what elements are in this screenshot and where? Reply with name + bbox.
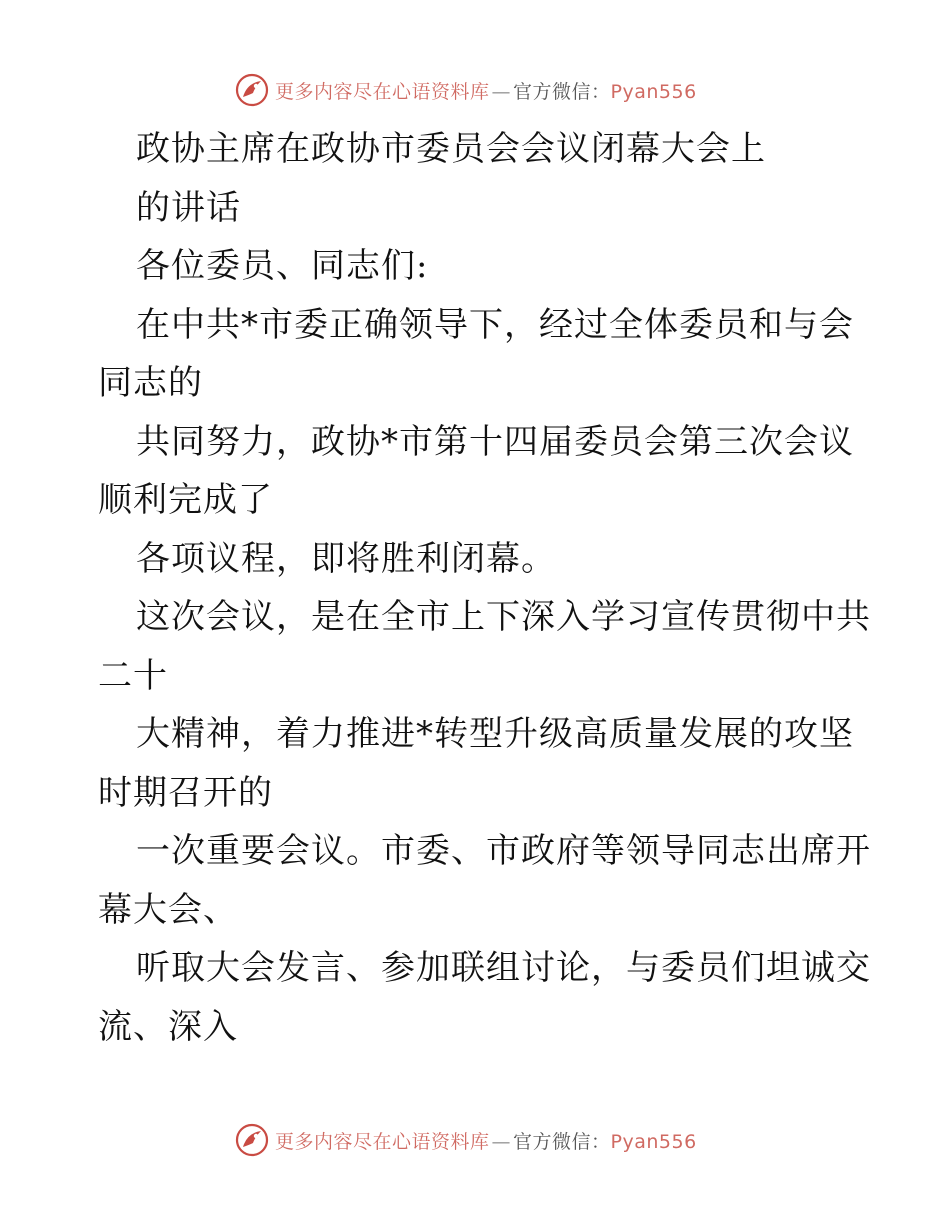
text-line: 这次会议，是在全市上下深入学习宣传贯彻中共 <box>136 597 871 637</box>
brand-logo-icon <box>235 1123 269 1157</box>
text-line: 各位委员、同志们: <box>136 246 429 286</box>
text-line: 同志的 <box>98 363 203 403</box>
watermark-separator: — <box>491 1130 512 1153</box>
text-line: 在中共*市委正确领导下，经过全体委员和与会 <box>136 304 854 345</box>
brand-logo-icon <box>235 73 269 107</box>
text-line: 流、深入 <box>98 1006 238 1047</box>
text-line: 二十 <box>98 655 168 696</box>
text-line: 顺利完成了 <box>98 480 273 520</box>
watermark-wechat-id: Pyan556 <box>610 1130 697 1153</box>
watermark-wechat-id: Pyan556 <box>610 80 697 103</box>
text-line: 一次重要会议。市委、市政府等领导同志出席开 <box>136 831 871 871</box>
text-line: 大精神，着力推进*转型升级高质量发展的攻坚 <box>136 714 854 754</box>
text-line: 幕大会、 <box>98 889 238 930</box>
text-line: 的讲话 <box>136 187 241 228</box>
text-line: 各项议程，即将胜利闭幕。 <box>136 538 556 579</box>
text-line: 时期召开的 <box>98 772 273 813</box>
watermark-main-text: 更多内容尽在心语资料库 <box>275 80 490 103</box>
watermark-main-text: 更多内容尽在心语资料库 <box>275 1130 490 1153</box>
document-body <box>98 120 871 1056</box>
text-line: 政协主席在政协市委员会会议闭幕大会上 <box>136 129 766 169</box>
watermark-text <box>275 1127 697 1154</box>
text-line: 听取大会发言、参加联组讨论，与委员们坦诚交 <box>136 948 871 988</box>
watermark-separator: — <box>491 80 512 103</box>
watermark-official-label: 官方微信： <box>513 1130 611 1153</box>
watermark-text <box>275 77 697 104</box>
text-line: 共同努力，政协*市第十四届委员会第三次会议 <box>136 421 854 462</box>
watermark-footer <box>235 1120 697 1160</box>
watermark-header <box>235 70 697 110</box>
watermark-official-label: 官方微信： <box>513 80 611 103</box>
